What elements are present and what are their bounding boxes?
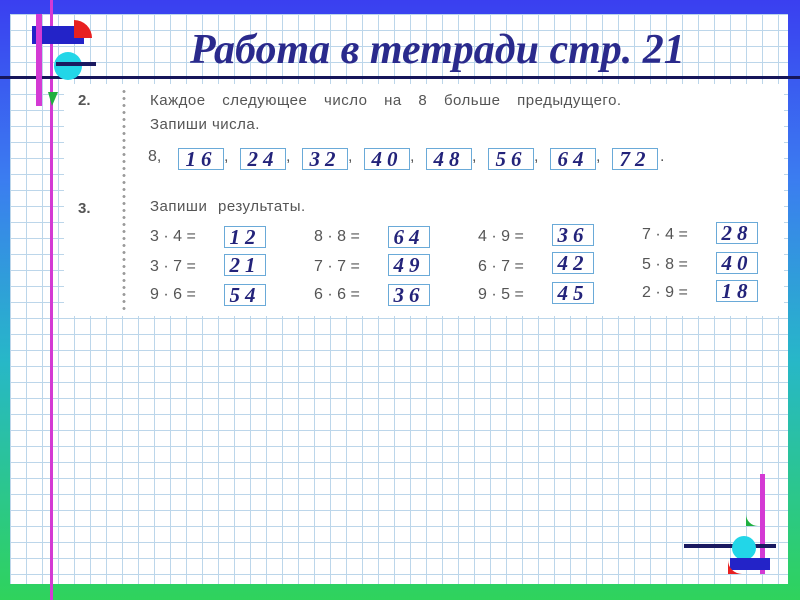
comma: , — [534, 148, 539, 165]
expression: 6 · 6 = — [314, 286, 360, 303]
result-box: 28 — [716, 222, 758, 244]
sequence-answer-5: 48 — [426, 148, 472, 170]
sequence-answer-2: 24 — [240, 148, 286, 170]
sequence-answer-4: 40 — [364, 148, 410, 170]
expression: 6 · 7 = — [478, 258, 524, 275]
expression: 7 · 4 = — [642, 226, 688, 243]
sequence-answer-8: 72 — [612, 148, 658, 170]
result-box: 40 — [716, 252, 758, 274]
result-box: 64 — [388, 226, 430, 248]
sequence-answer-1: 16 — [178, 148, 224, 170]
comma: , — [348, 148, 353, 165]
comma: , — [596, 148, 601, 165]
task-2-text-line2: Запиши числа. — [150, 116, 260, 133]
result-box: 12 — [224, 226, 266, 248]
result-box: 21 — [224, 254, 266, 276]
result-box: 42 — [552, 252, 594, 274]
expression: 4 · 9 = — [478, 228, 524, 245]
sequence-answer-6: 56 — [488, 148, 534, 170]
result-box: 45 — [552, 282, 594, 304]
expression: 9 · 5 = — [478, 286, 524, 303]
expression: 8 · 8 = — [314, 228, 360, 245]
expression: 7 · 7 = — [314, 258, 360, 275]
title-underline — [0, 76, 800, 79]
result-box: 36 — [552, 224, 594, 246]
comma: , — [472, 148, 477, 165]
task-2-text-line1: Каждое следующее число на 8 больше предыдущего. — [150, 92, 622, 109]
sequence-answer-7: 64 — [550, 148, 596, 170]
dotted-separator — [122, 88, 126, 314]
expression: 5 · 8 = — [642, 256, 688, 273]
result-box: 54 — [224, 284, 266, 306]
expression: 3 · 7 = — [150, 258, 196, 275]
result-box: 49 — [388, 254, 430, 276]
expression: 2 · 9 = — [642, 284, 688, 301]
result-box: 18 — [716, 280, 758, 302]
page-title: Работа в тетради стр. 21 — [190, 27, 685, 73]
textbook-excerpt — [64, 84, 784, 316]
sequence-answer-3: 32 — [302, 148, 348, 170]
expression: 9 · 6 = — [150, 286, 196, 303]
sequence-start: 8, — [148, 148, 162, 165]
task-2-number: 2. — [78, 92, 91, 109]
corner-decoration-bottom — [680, 470, 780, 580]
comma: , — [224, 148, 229, 165]
period: . — [660, 148, 665, 165]
comma: , — [286, 148, 291, 165]
expression: 3 · 4 = — [150, 228, 196, 245]
task-3-number: 3. — [78, 200, 91, 217]
task-3-heading: Запиши результаты. — [150, 198, 306, 215]
comma: , — [410, 148, 415, 165]
result-box: 36 — [388, 284, 430, 306]
